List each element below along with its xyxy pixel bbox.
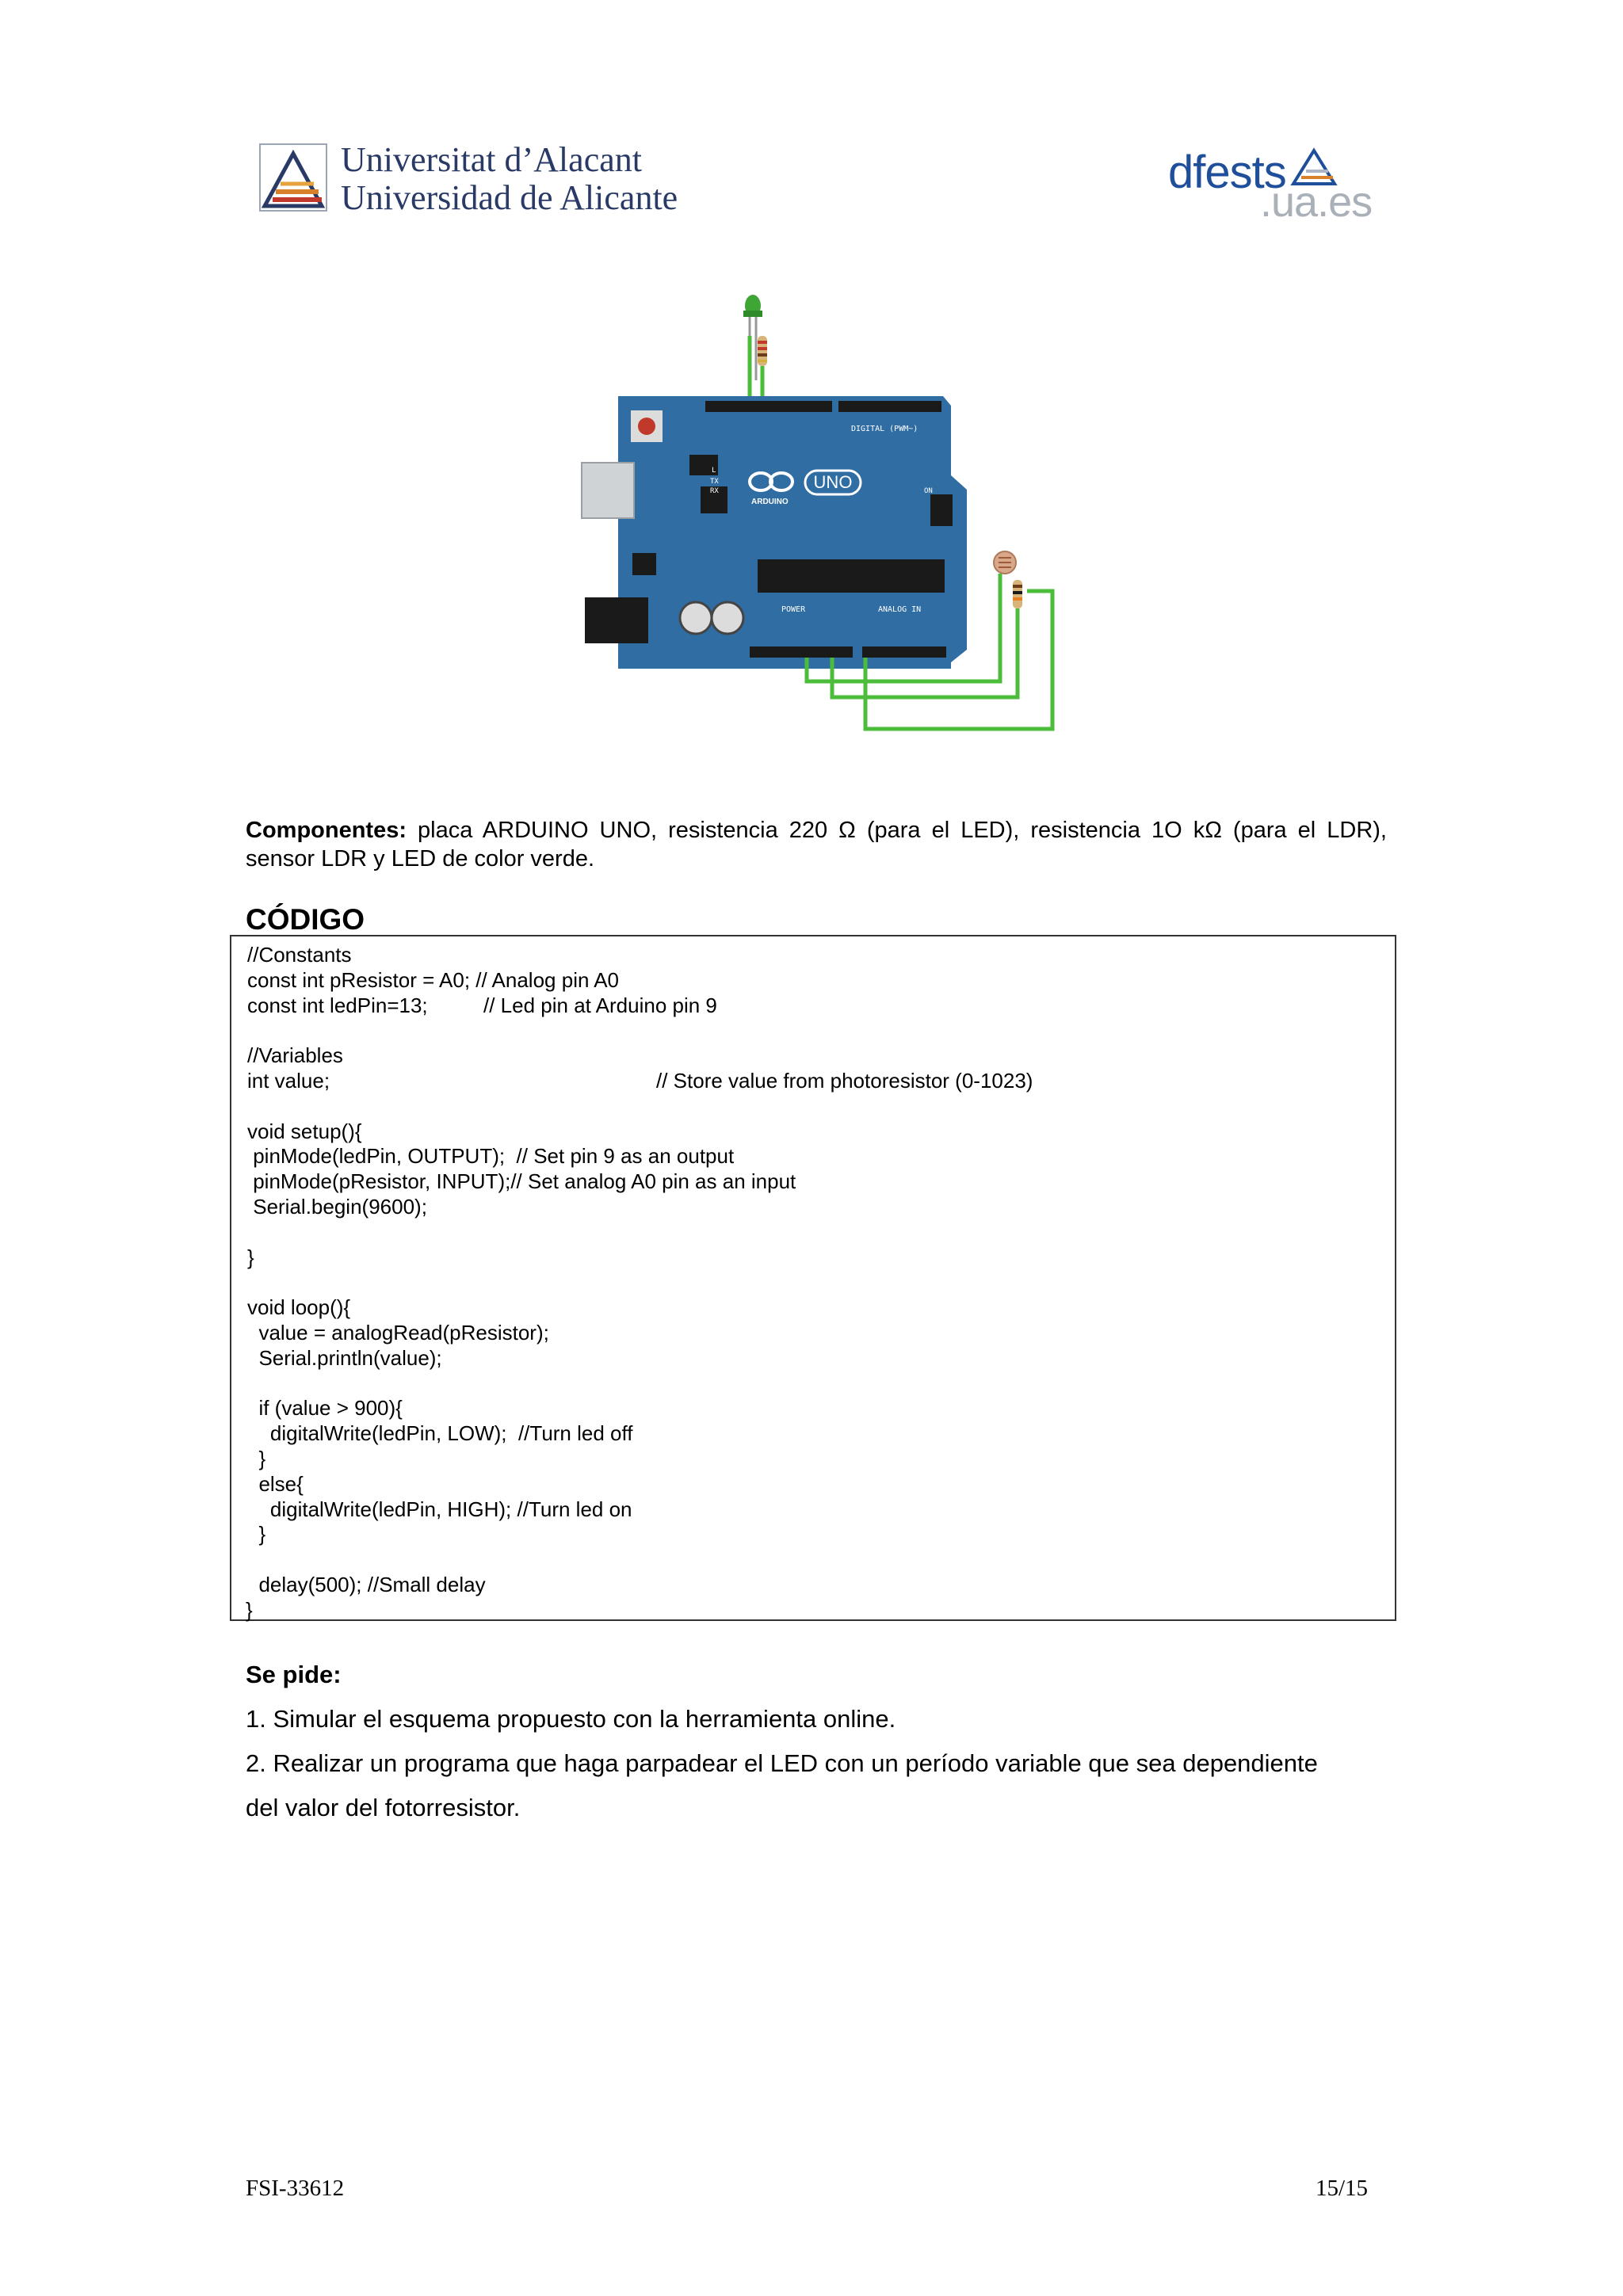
department-logo-main: dfests bbox=[1168, 147, 1286, 198]
code-line-comment: // Store value from photoresistor (0-1023) bbox=[656, 1069, 1033, 1093]
university-name-line1: Universitat d’Alacant bbox=[341, 140, 642, 179]
ldr-resistor-icon bbox=[1013, 580, 1022, 608]
footer-page-number: 15/15 bbox=[1316, 2176, 1369, 2201]
code-line: Serial.println(value); bbox=[247, 1345, 442, 1370]
code-line: int value; bbox=[247, 1069, 330, 1093]
board-brand-label: ARDUINO bbox=[751, 498, 789, 506]
university-name-line2: Universidad de Alicante bbox=[341, 178, 678, 217]
code-line: const int ledPin=13; bbox=[247, 993, 428, 1017]
task-item-2: 2. Realizar un programa que haga parpadear el LED con un período variable que sea dependiente bbox=[246, 1749, 1318, 1777]
l-label: L bbox=[712, 467, 716, 475]
ldr-sensor-icon bbox=[994, 551, 1016, 574]
board-model-label: UNO bbox=[813, 472, 853, 492]
analog-in-label: ANALOG IN bbox=[878, 605, 922, 614]
code-line-comment: // Led pin at Arduino pin 9 bbox=[483, 993, 717, 1017]
tasks-title: Se pide: bbox=[246, 1661, 342, 1688]
arduino-board bbox=[582, 396, 967, 669]
code-line: Serial.begin(9600); bbox=[247, 1195, 427, 1219]
power-label: POWER bbox=[781, 605, 806, 614]
university-name bbox=[341, 141, 678, 217]
arduino-circuit-figure bbox=[555, 285, 1062, 745]
digital-label: DIGITAL (PWM~) bbox=[851, 425, 918, 433]
code-line: } bbox=[247, 1447, 266, 1470]
code-line: if (value > 900){ bbox=[247, 1396, 403, 1421]
code-line: } bbox=[247, 1245, 254, 1269]
tx-label: TX bbox=[710, 478, 719, 486]
code-line: //Constants bbox=[247, 943, 352, 967]
code-line: //Variables bbox=[247, 1043, 343, 1068]
code-line: else{ bbox=[247, 1471, 304, 1496]
on-label: ON bbox=[924, 487, 933, 495]
university-emblem-icon bbox=[258, 143, 330, 214]
components-label: Componentes: bbox=[246, 818, 407, 843]
code-line: } bbox=[246, 1597, 253, 1622]
led-resistor-icon bbox=[758, 336, 767, 366]
code-line: pinMode(pResistor, INPUT);// Set analog A0 pin as an input bbox=[247, 1169, 796, 1194]
code-line: value = analogRead(pResistor); bbox=[247, 1321, 549, 1344]
code-line: const int pResistor = A0; // Analog pin A0 bbox=[247, 967, 620, 992]
department-logo-sub: .ua.es bbox=[1260, 178, 1373, 226]
components-paragraph bbox=[246, 816, 1387, 873]
code-line: void setup(){ bbox=[247, 1119, 362, 1143]
code-line: pinMode(ledPin, OUTPUT); // Set pin 9 as an output bbox=[247, 1144, 735, 1169]
code-section-title: CÓDIGO bbox=[246, 903, 365, 936]
code-line: delay(500); //Small delay bbox=[247, 1573, 486, 1596]
task-item-1: 1. Simular el esquema propuesto con la herramienta online. bbox=[246, 1705, 896, 1733]
rx-label: RX bbox=[710, 487, 719, 495]
task-item-2-continuation: del valor del fotorresistor. bbox=[246, 1794, 521, 1821]
components-text: placa ARDUINO UNO, resistencia 220 Ω (para el LED), resistencia 1O kΩ (para el LDR), sensor LDR y LED de color verde. bbox=[246, 818, 1387, 871]
code-line: digitalWrite(ledPin, HIGH); //Turn led on bbox=[247, 1497, 632, 1521]
footer-course-code: FSI-33612 bbox=[246, 2176, 345, 2201]
code-line: void loop(){ bbox=[247, 1295, 351, 1320]
code-line: } bbox=[247, 1522, 266, 1547]
code-box bbox=[230, 935, 1396, 1621]
code-line: digitalWrite(ledPin, LOW); //Turn led off bbox=[247, 1421, 633, 1446]
